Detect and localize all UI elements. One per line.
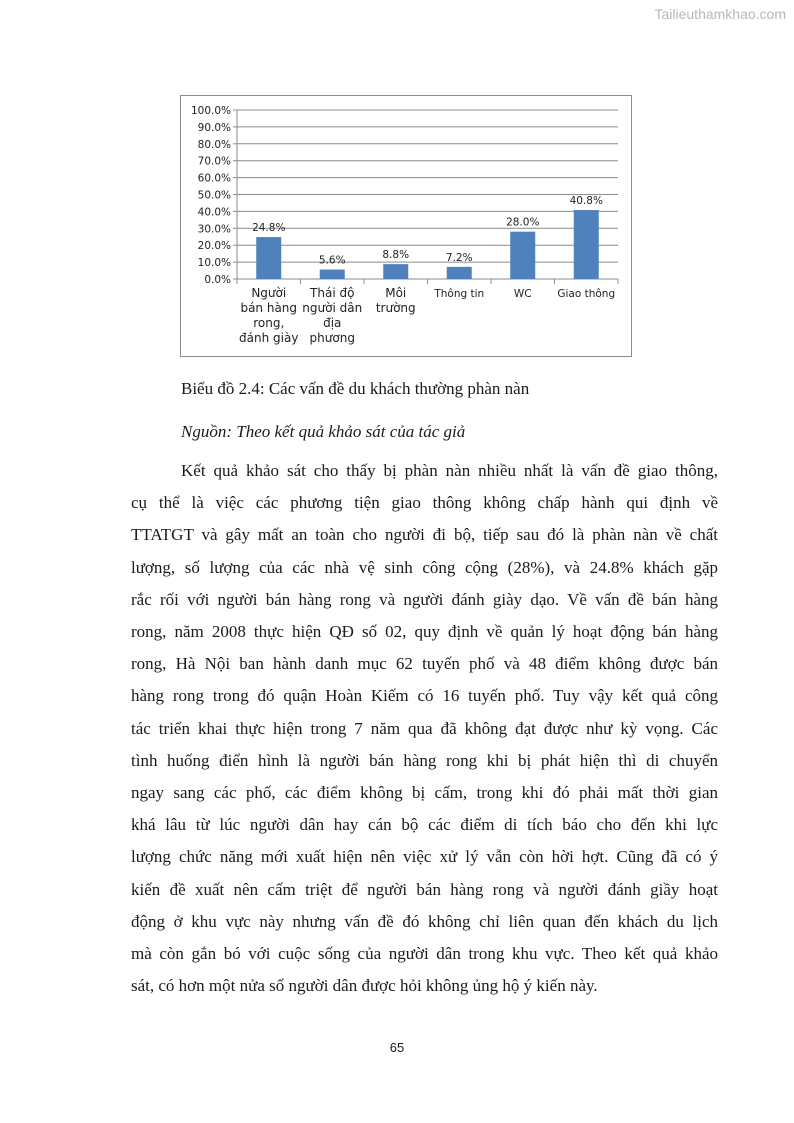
x-tick-label: Thái độ — [310, 286, 355, 300]
paragraph-line: tình huống điển hình là người bán hàng rong khi bị phát hiện thì di chuyển — [131, 750, 718, 770]
y-tick-label: 40.0% — [197, 206, 231, 219]
paragraph-line: hàng rong trong đó quận Hoàn Kiếm có 16 tuyến phố. Tuy vậy kết quả công — [131, 686, 718, 706]
paragraph-line: Kết quả khảo sát cho thấy bị phàn nàn nhiều nhất là vấn đề giao thông, — [181, 461, 718, 480]
bar — [320, 270, 345, 279]
bar — [256, 237, 281, 279]
bar — [383, 264, 408, 279]
x-tick-label: phương — [309, 331, 355, 345]
paragraph-line: lượng, số lượng của các nhà vệ sinh công cộng (28%), và 24.8% khách gặp — [131, 557, 718, 577]
paragraph-line: TTATGT và gây mất an toàn cho người đi bộ, tiếp sau đó là phàn nàn về chất — [131, 525, 718, 545]
y-tick-label: 70.0% — [197, 155, 231, 168]
bar — [574, 210, 599, 279]
x-tick-label: đánh giày — [239, 331, 299, 345]
paragraph-line: kiến đề xuất nên cấm triệt để người bán hàng rong và người đánh giầy hoạt — [131, 879, 718, 899]
data-label: 8.8% — [382, 249, 410, 262]
paragraph-line: rong, năm 2008 thực hiện QĐ số 02, quy định về quản lý hoạt động bán hàng — [131, 622, 718, 642]
y-tick-label: 100.0% — [190, 105, 231, 117]
data-label: 40.8% — [569, 195, 603, 208]
bar — [510, 232, 535, 279]
x-tick-label: người dân — [302, 301, 363, 315]
paragraph-line: sát, có hơn một nửa số người dân được hỏi không ủng hộ ý kiến này. — [131, 976, 598, 996]
y-tick-label: 0.0% — [204, 274, 231, 286]
x-tick-label: Môi — [385, 286, 407, 300]
page-number: 65 — [389, 1040, 405, 1055]
data-label: 24.8% — [252, 222, 286, 235]
x-tick-label: WC — [513, 288, 532, 300]
paragraph-line: động ở khu vực này nhưng vấn đề đó không chỉ liên quan đến khách du lịch — [131, 911, 718, 931]
paragraph-line: rong, Hà Nội ban hành danh mục 62 tuyến phố và 48 điểm không được bán — [131, 654, 718, 674]
y-tick-label: 30.0% — [197, 223, 231, 236]
bar-chart-svg — [181, 96, 631, 356]
x-tick-label: Thông tin — [434, 288, 485, 300]
x-tick-label: bán hàng — [240, 301, 298, 315]
paragraph-line: cụ thể là việc các phương tiện giao thông không chấp hành qui định về — [131, 493, 718, 513]
paragraph-line: rắc rối với người bán hàng rong và người đánh giày dạo. Về vấn đề bán hàng — [131, 589, 718, 609]
y-tick-label: 80.0% — [197, 138, 231, 151]
y-tick-label: 50.0% — [197, 189, 231, 202]
body-paragraph — [131, 455, 718, 1002]
x-tick-label: Giao thông — [557, 288, 616, 300]
y-tick-label: 60.0% — [197, 172, 231, 185]
paragraph-line: ngay sang các phố, các điểm không bị cấm, trong khi đó phải mất thời gian — [131, 783, 718, 803]
x-tick-label: rong, — [253, 316, 285, 330]
x-tick-label: trường — [375, 301, 416, 315]
chart-caption: Biểu đồ 2.4: Các vấn đề du khách thường phàn nàn — [181, 379, 530, 398]
data-label: 28.0% — [506, 216, 540, 229]
y-tick-label: 20.0% — [197, 240, 231, 253]
watermark: Tailieuthamkhao.com — [654, 6, 786, 22]
paragraph-line: tác triển khai thực hiện trong 7 năm qua đã không đạt được như kỳ vọng. Các — [131, 718, 718, 738]
data-label: 7.2% — [445, 251, 473, 264]
bar-chart — [180, 95, 632, 357]
y-tick-label: 90.0% — [197, 121, 231, 134]
chart-source: Nguồn: Theo kết quả khảo sát của tác giả — [181, 422, 466, 441]
data-label: 5.6% — [318, 254, 346, 267]
paragraph-line: mà còn gắn bó với cuộc sống của người dân trong khu vực. Theo kết quả khảo — [131, 944, 718, 964]
paragraph-line: lượng chức năng mới xuất hiện nên việc xử lý vẫn còn hời hợt. Cũng đã có ý — [131, 847, 718, 867]
y-tick-label: 10.0% — [197, 257, 231, 270]
x-tick-label: địa — [323, 316, 342, 330]
x-tick-label: Người — [251, 286, 287, 300]
bar — [447, 267, 472, 279]
paragraph-line: khá lâu từ lúc người dân hay cán bộ các điểm di tích báo cho đến khi lực — [131, 815, 718, 835]
